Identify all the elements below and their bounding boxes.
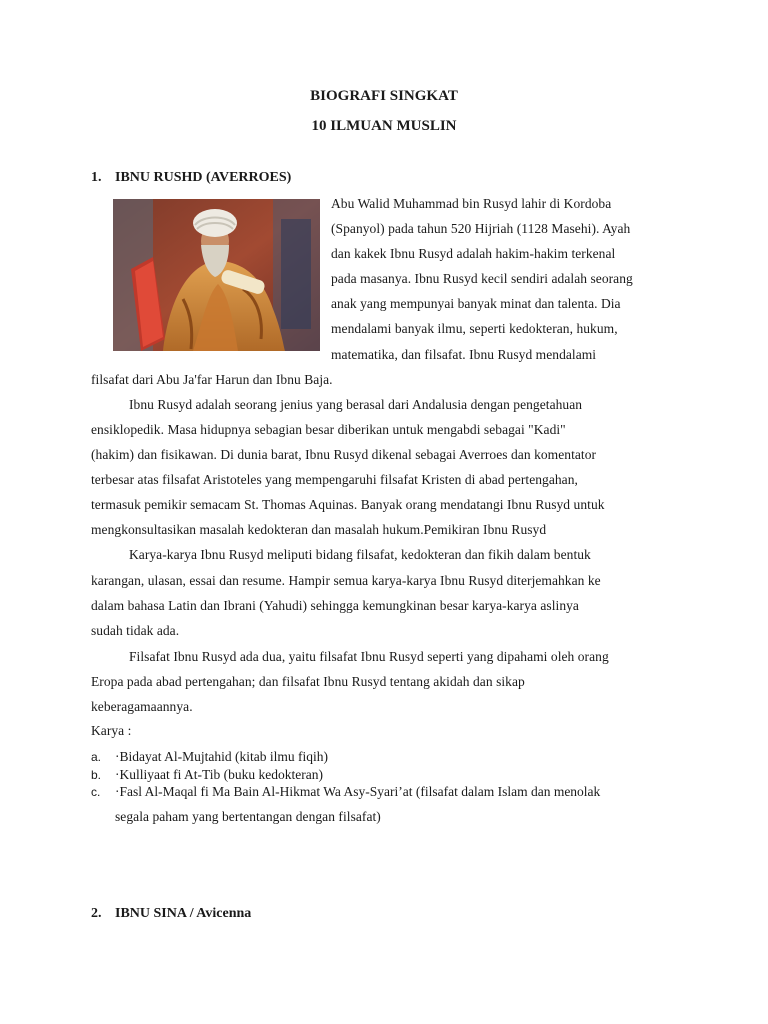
list-marker: c.: [91, 785, 101, 799]
paragraph-line: pada masanya. Ibnu Rusyd kecil sendiri adalah seorang: [331, 271, 633, 286]
list-item-text: ·Fasl Al-Maqal fi Ma Bain Al-Hikmat Wa Asy-Syari’at (filsafat dalam Islam dan menolak: [115, 784, 601, 799]
section-heading-ibnu-sina: [91, 906, 251, 922]
paragraph-line: anak yang mempunyai banyak minat dan talenta. Dia: [331, 296, 621, 311]
paragraph-line: (Spanyol) pada tahun 520 Hijriah (1128 Masehi). Ayah: [331, 221, 631, 236]
paragraph-line: karangan, ulasan, essai dan resume. Hampir semua karya-karya Ibnu Rusyd diterjemahkan ke: [91, 573, 601, 588]
paragraph-line: mendalami banyak ilmu, seperti kedokteran, hukum,: [331, 321, 618, 336]
paragraph-line: Eropa pada abad pertengahan; dan filsafat Ibnu Rusyd tentang akidah dan sikap: [91, 674, 525, 689]
portrait-painting-icon: [113, 199, 320, 351]
document-subtitle: 10 ILMUAN MUSLIN: [311, 118, 457, 134]
paragraph-line: dan kakek Ibnu Rusyd adalah hakim-hakim terkenal: [331, 246, 616, 261]
list-marker: a.: [91, 750, 102, 764]
section-title: IBNU SINA / Avicenna: [115, 906, 252, 921]
section-heading-ibnu-rushd: [91, 170, 291, 186]
paragraph-line: termasuk pemikir semacam St. Thomas Aquinas. Banyak orang mendatangi Ibnu Rusyd untuk: [91, 497, 605, 512]
paragraph-line: ensiklopedik. Masa hidupnya sebagian besar diberikan untuk mengabdi sebagai "Kadi": [91, 422, 566, 437]
works-label: Karya :: [91, 723, 132, 738]
paragraph-line: filsafat dari Abu Ja'far Harun dan Ibnu Baja.: [91, 372, 333, 387]
paragraph-line: matematika, dan filsafat. Ibnu Rusyd mendalami: [331, 347, 597, 362]
section-title: IBNU RUSHD (AVERROES): [115, 170, 292, 185]
paragraph-line: Ibnu Rusyd adalah seorang jenius yang berasal dari Andalusia dengan pengetahuan: [129, 397, 583, 412]
paragraph-line: sudah tidak ada.: [91, 623, 180, 638]
paragraph-line: dalam bahasa Latin dan Ibrani (Yahudi) sehingga kemungkinan besar karya-karya aslinya: [91, 598, 579, 613]
list-marker: b.: [91, 768, 102, 782]
paragraph-line: mengkonsultasikan masalah kedokteran dan masalah hukum.Pemikiran Ibnu Rusyd: [91, 522, 547, 537]
list-item-text: ·Kulliyaat fi At-Tib (buku kedokteran): [115, 767, 323, 782]
section-number: 2.: [91, 906, 102, 921]
list-item-text: ·Bidayat Al-Mujtahid (kitab ilmu fiqih): [115, 749, 328, 764]
paragraph-line: keberagamaannya.: [91, 699, 193, 714]
section-number: 1.: [91, 170, 102, 185]
paragraph-line: Karya-karya Ibnu Rusyd meliputi bidang filsafat, kedokteran dan fikih dalam bentuk: [129, 547, 591, 562]
paragraph-line: Abu Walid Muhammad bin Rusyd lahir di Kordoba: [331, 196, 612, 211]
paragraph-line: terbesar atas filsafat Aristoteles yang mempengaruhi filsafat Kristen di abad pertengahan,: [91, 472, 578, 487]
list-item-continuation: segala paham yang bertentangan dengan filsafat): [115, 809, 381, 824]
paragraph-line: (hakim) dan fisikawan. Di dunia barat, Ibnu Rusyd dikenal sebagai Averroes dan komentator: [91, 447, 597, 462]
paragraph-line: Filsafat Ibnu Rusyd ada dua, yaitu filsafat Ibnu Rusyd seperti yang dipahami oleh orang: [129, 649, 609, 664]
document-title: BIOGRAFI SINGKAT: [310, 88, 458, 104]
